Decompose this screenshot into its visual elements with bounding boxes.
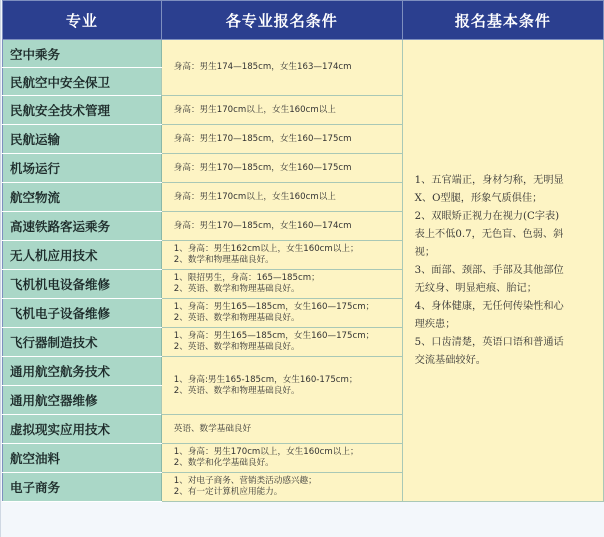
major-cell: 通用航空航务技术 xyxy=(3,357,162,386)
major-cell: 民航运输 xyxy=(3,125,162,154)
major-cell: 飞行器制造技术 xyxy=(3,328,162,357)
table-row xyxy=(3,40,604,68)
basic-conditions-cell xyxy=(402,40,603,502)
condition-cell xyxy=(161,357,402,415)
condition-cell xyxy=(161,40,402,96)
condition-cell xyxy=(161,183,402,212)
condition-line: 1、身高：男生165—185cm，女生160—175cm； xyxy=(173,331,375,341)
major-cell: 航空物流 xyxy=(3,183,162,212)
condition-line: 1、身高：男生162cm以上，女生160cm以上； xyxy=(173,244,359,254)
condition-cell xyxy=(161,96,402,125)
condition-line: 英语、数学基础良好 xyxy=(173,423,252,434)
condition-line: 1、身高：男生165—185cm，女生160—175cm； xyxy=(173,302,375,312)
condition-line: 2、数学和化学基础良好。 xyxy=(173,458,274,468)
enrollment-requirements-table xyxy=(2,0,604,502)
condition-cell xyxy=(161,241,402,270)
condition-cell xyxy=(161,473,402,502)
condition-line: 1、身高:男生165-185cm，女生160-175cm； xyxy=(173,374,358,385)
condition-line: 1、对电子商务、营销类活动感兴趣； xyxy=(173,476,317,486)
condition-cell xyxy=(161,299,402,328)
header-conditions: 各专业报名条件 xyxy=(161,1,402,40)
basic-line: 交流基础较好。 xyxy=(414,354,486,366)
condition-cell xyxy=(161,328,402,357)
condition-line: 1、身高：男生170cm以上，女生160cm以上； xyxy=(173,447,359,457)
condition-line: 2、英语、数学和物理基础良好。 xyxy=(173,385,300,396)
basic-line: 视； xyxy=(414,246,436,258)
basic-line: 2、双眼矫正视力在视力(C字表) xyxy=(414,210,560,222)
basic-line: 理疾患； xyxy=(414,318,456,330)
major-cell: 机场运行 xyxy=(3,154,162,183)
condition-cell xyxy=(161,154,402,183)
major-cell: 航空油料 xyxy=(3,444,162,473)
basic-line: 4、身体健康，无任何传染性和心 xyxy=(414,300,564,312)
condition-line: 2、有一定计算机应用能力。 xyxy=(173,487,283,497)
condition-cell xyxy=(161,444,402,473)
basic-line: 5、口齿清楚，英语口语和普通话 xyxy=(414,336,564,348)
basic-line: 3、面部、颈部、手部及其他部位 xyxy=(414,264,564,276)
condition-line: 2、数学和物理基础良好。 xyxy=(173,255,274,265)
basic-line: 表上不低0.7，无色盲、色弱、斜 xyxy=(414,228,564,240)
header-major: 专业 xyxy=(3,1,162,40)
condition-line: 2、英语、数学和物理基础良好。 xyxy=(173,284,300,294)
condition-cell xyxy=(161,415,402,444)
basic-line: 1、五官端正，身材匀称，无明显 xyxy=(414,174,564,186)
major-cell: 民航空中安全保卫 xyxy=(3,68,162,96)
condition-line: 1、限招男生，身高：165—185cm； xyxy=(173,273,320,283)
major-cell: 电子商务 xyxy=(3,473,162,502)
major-cell: 飞机机电设备维修 xyxy=(3,270,162,299)
header-basic: 报名基本条件 xyxy=(402,1,603,40)
condition-line: 身高：男生170—185cm，女生160—175cm xyxy=(173,133,352,144)
major-cell: 虚拟现实应用技术 xyxy=(3,415,162,444)
table-header-row xyxy=(3,1,604,40)
major-cell: 民航安全技术管理 xyxy=(3,96,162,125)
major-cell: 高速铁路客运乘务 xyxy=(3,212,162,241)
condition-cell xyxy=(161,125,402,154)
basic-line: X、O型腿，形象气质俱佳； xyxy=(414,192,543,204)
condition-line: 身高：男生170—185cm，女生160—175cm xyxy=(173,162,352,173)
basic-line: 无纹身、明显疤痕、胎记； xyxy=(414,282,537,294)
major-cell: 通用航空器维修 xyxy=(3,386,162,415)
condition-line: 身高：男生170cm以上，女生160cm以上 xyxy=(173,191,336,202)
condition-line: 2、英语、数学和物理基础良好。 xyxy=(173,342,300,352)
condition-cell xyxy=(161,270,402,299)
condition-line: 身高：男生170cm以上，女生160cm以上 xyxy=(173,104,336,115)
major-cell: 飞机电子设备维修 xyxy=(3,299,162,328)
condition-cell xyxy=(161,212,402,241)
condition-line: 身高：男生170—185cm，女生160—174cm xyxy=(173,220,352,231)
major-cell: 无人机应用技术 xyxy=(3,241,162,270)
condition-line: 2、英语、数学和物理基础良好。 xyxy=(173,313,300,323)
major-cell: 空中乘务 xyxy=(3,40,162,68)
condition-line: 身高：男生174—185cm，女生163—174cm xyxy=(173,62,352,72)
